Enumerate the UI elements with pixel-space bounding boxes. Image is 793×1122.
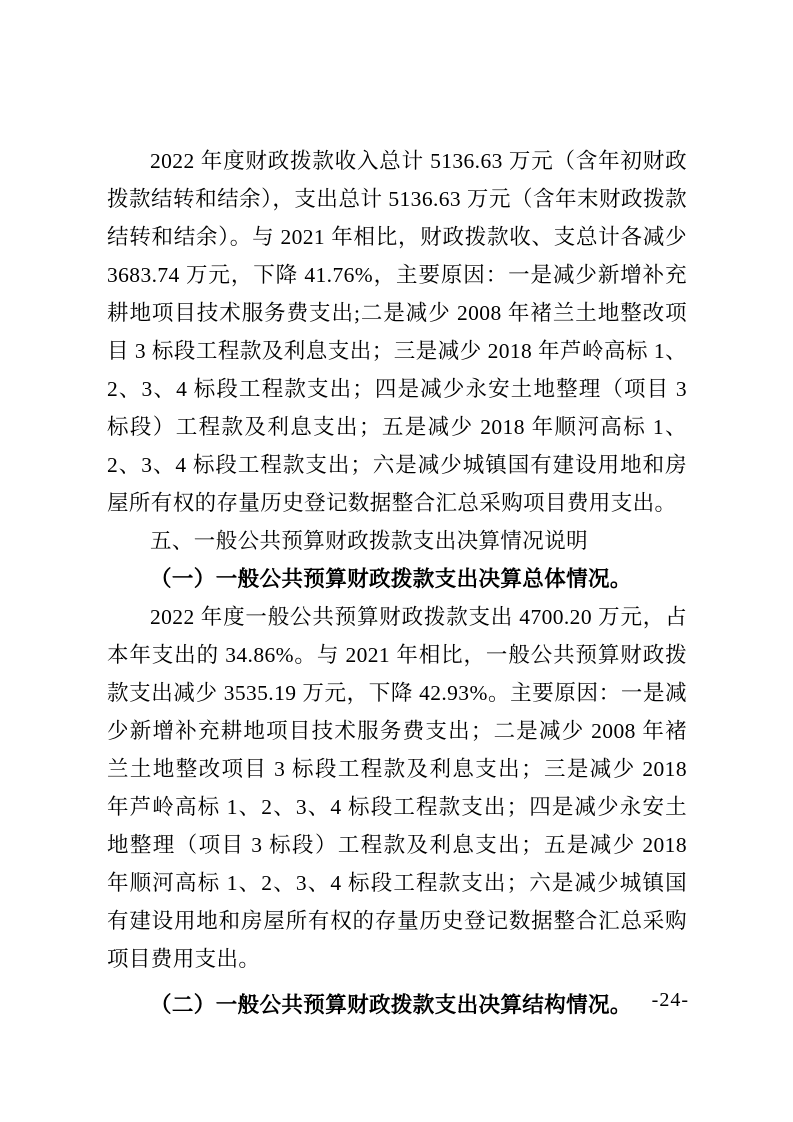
subsection-heading-two: （二）一般公共预算财政拨款支出决算结构情况。 (150, 993, 632, 1017)
section-heading-five: 五、一般公共预算财政拨款支出决算情况说明 (150, 529, 589, 553)
page-number: -24- (651, 989, 689, 1011)
paragraph-general-budget-expenditure: 2022 年度一般公共预算财政拨款支出 4700.20 万元，占本年支出的 34.86%。与 2021 年相比，一般公共预算财政拨款支出减少 3535.19 万元，下降 42.93%。主要原因：一是减少新增补充耕地项目技术服务费支出；二是减少 2008 年褚兰土地整改项目 3 标段工程款及利息支出；三是减少 2018 年芦岭高标 1、2、3、4 标段工程款支出；四是减少永安土地整理（项目 3 标段）工程款及利息支出；五是减少 2018 年顺河高标 1、2、3、4 标段工程款支出；六是减少城镇国有建设用地和房屋所有权的存量历史登记数据整合汇总采购项目费用支出。 (107, 605, 687, 971)
paragraph-fiscal-allocation-summary: 2022 年度财政拨款收入总计 5136.63 万元（含年初财政拨款结转和结余），支出总计 5136.63 万元（含年末财政拨款结转和结余）。与 2021 年相比，财政拨款收、支总计各减少 3683.74 万元，下降 41.76%，主要原因：一是减少新增补充耕地项目技术服务费支出;二是减少 2008 年褚兰土地整改项目 3 标段工程款及利息支出；三是减少 2018 年芦岭高标 1、2、3、4 标段工程款支出；四是减少永安土地整理（项目 3 标段）工程款及利息支出；五是减少 2018 年顺河高标 1、2、3、4 标段工程款支出；六是减少城镇国有建设用地和房屋所有权的存量历史登记数据整合汇总采购项目费用支出。 (107, 149, 687, 515)
document-content (107, 142, 687, 1024)
subsection-heading-one: （一）一般公共预算财政拨款支出决算总体情况。 (150, 567, 632, 591)
